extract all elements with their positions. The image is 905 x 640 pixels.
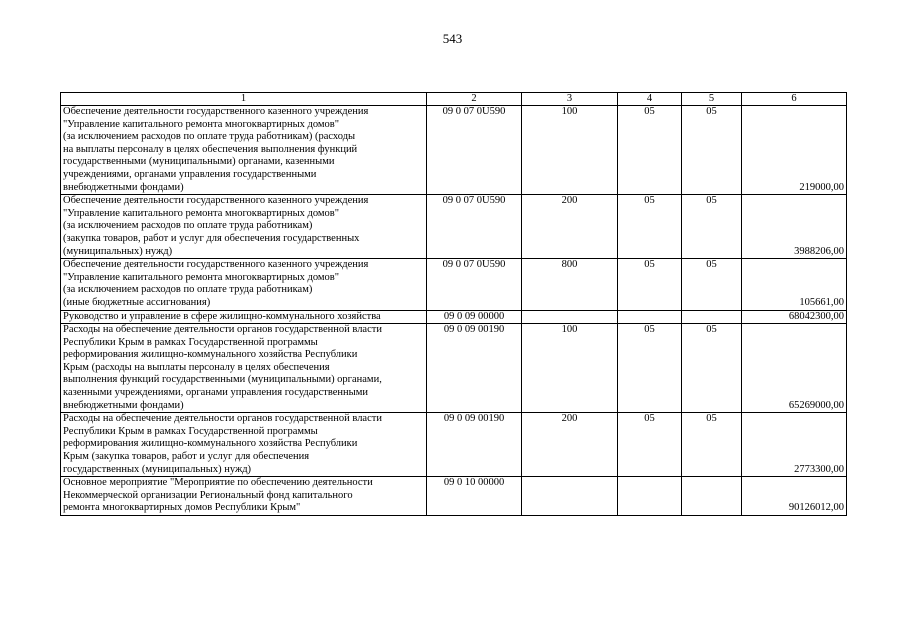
- table-row: [61, 324, 847, 413]
- table-row: [61, 259, 847, 310]
- row-subsection: 05: [682, 106, 742, 195]
- row-amount: 90126012,00: [742, 477, 847, 516]
- table-row: [61, 413, 847, 477]
- row-expense-type: 200: [522, 413, 618, 477]
- row-name: Основное мероприятие "Мероприятие по обеспечению деятельности Некоммерческой организации Региональный фонд капитального ремонта многоквартирных домов Республики Крым": [61, 477, 427, 516]
- row-section: [618, 310, 682, 324]
- row-name: Обеспечение деятельности государственного казенного учреждения "Управление капитального ремонта многоквартирных домов" (за исключением расходов по оплате труда работникам) (закупка товаров, работ и услуг для обеспечения государственных (муниципальных) нужд): [61, 195, 427, 259]
- budget-table: [60, 92, 847, 516]
- row-amount: 2773300,00: [742, 413, 847, 477]
- column-header: 1: [61, 93, 427, 106]
- row-subsection: [682, 310, 742, 324]
- column-header: 5: [682, 93, 742, 106]
- row-section: 05: [618, 259, 682, 310]
- table-row: [61, 106, 847, 195]
- row-amount: 219000,00: [742, 106, 847, 195]
- row-amount: 3988206,00: [742, 195, 847, 259]
- row-section: 05: [618, 106, 682, 195]
- column-header: 3: [522, 93, 618, 106]
- row-name: Обеспечение деятельности государственного казенного учреждения "Управление капитального ремонта многоквартирных домов" (за исключением расходов по оплате труда работникам) (расходы на выплаты персоналу в целях обеспечения выполнения функций государственными (муниципальными) органами, казенными учреждениями, органами управления государственными внебюджетными фондами): [61, 106, 427, 195]
- row-name: Расходы на обеспечение деятельности органов государственной власти Республики Крым в рамках Государственной программы реформирования жилищно-коммунального хозяйства Республики Крым (закупка товаров, работ и услуг для обеспечения государственных (муниципальных) нужд): [61, 413, 427, 477]
- row-amount: 65269000,00: [742, 324, 847, 413]
- row-section: 05: [618, 195, 682, 259]
- column-header: 4: [618, 93, 682, 106]
- row-code: 09 0 07 0U590: [427, 259, 522, 310]
- table-header-row: [61, 93, 847, 106]
- row-subsection: 05: [682, 413, 742, 477]
- row-name: Руководство и управление в сфере жилищно-коммунального хозяйства: [61, 310, 427, 324]
- row-amount: 105661,00: [742, 259, 847, 310]
- column-header: 2: [427, 93, 522, 106]
- row-expense-type: 800: [522, 259, 618, 310]
- row-expense-type: [522, 310, 618, 324]
- row-expense-type: 100: [522, 106, 618, 195]
- row-section: 05: [618, 324, 682, 413]
- table-row: [61, 310, 847, 324]
- table-row: [61, 477, 847, 516]
- row-amount: 68042300,00: [742, 310, 847, 324]
- row-code: 09 0 07 0U590: [427, 106, 522, 195]
- row-code: 09 0 09 00190: [427, 324, 522, 413]
- row-expense-type: [522, 477, 618, 516]
- row-name: Обеспечение деятельности государственного казенного учреждения "Управление капитального ремонта многоквартирных домов" (за исключением расходов по оплате труда работникам) (иные бюджетные ассигнования): [61, 259, 427, 310]
- row-subsection: 05: [682, 259, 742, 310]
- row-subsection: 05: [682, 195, 742, 259]
- page-number: 543: [442, 31, 463, 46]
- row-subsection: 05: [682, 324, 742, 413]
- column-header: 6: [742, 93, 847, 106]
- row-subsection: [682, 477, 742, 516]
- row-code: 09 0 09 00000: [427, 310, 522, 324]
- row-code: 09 0 07 0U590: [427, 195, 522, 259]
- row-section: [618, 477, 682, 516]
- row-expense-type: 100: [522, 324, 618, 413]
- row-code: 09 0 10 00000: [427, 477, 522, 516]
- row-expense-type: 200: [522, 195, 618, 259]
- row-section: 05: [618, 413, 682, 477]
- table-row: [61, 195, 847, 259]
- row-name: Расходы на обеспечение деятельности органов государственной власти Республики Крым в рамках Государственной программы реформирования жилищно-коммунального хозяйства Республики Крым (расходы на выплаты персоналу в целях обеспечения выполнения функций государственными (муниципальными) органами, казенными учреждениями, органами управления государственными внебюджетными фондами): [61, 324, 427, 413]
- row-code: 09 0 09 00190: [427, 413, 522, 477]
